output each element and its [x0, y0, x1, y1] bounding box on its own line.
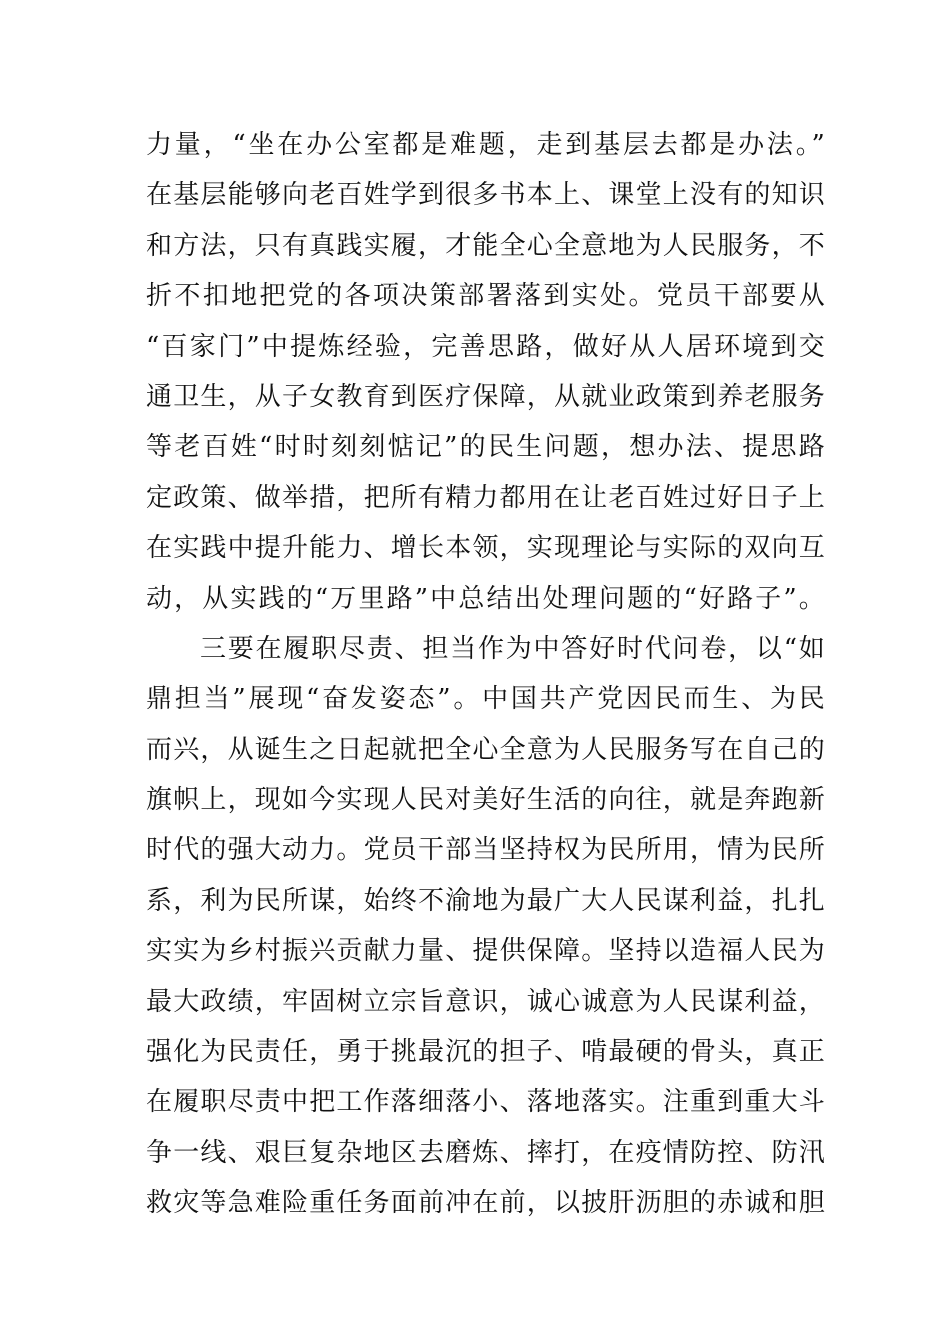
text-line-17: 实实为乡村振兴贡献力量、提供保障。坚持以造福人民为	[146, 936, 827, 967]
text-line-22: 救灾等急难险重任务面前冲在前，以披肝沥胆的赤诚和胆	[146, 1188, 827, 1219]
text-line-18: 最大政绩，牢固树立宗旨意识，诚心诚意为人民谋利益，	[146, 986, 827, 1017]
text-line-5: “百家门”中提炼经验，完善思路，做好从人居环境到交	[146, 331, 826, 362]
text-line-4: 折不扣地把党的各项决策部署落到实处。党员干部要从	[146, 281, 826, 312]
text-line-14: 旗帜上，现如今实现人民对美好生活的向往，就是奔跑新	[146, 785, 827, 816]
body-text	[146, 120, 826, 1229]
text-line-20: 在履职尽责中把工作落细落小、落地落实。注重到重大斗	[146, 1087, 827, 1118]
text-line-13: 而兴，从诞生之日起就把全心全意为人民服务写在自己的	[146, 734, 827, 765]
text-line-10: 动，从实践的“万里路”中总结出处理问题的“好路子”。	[146, 583, 826, 614]
text-line-9: 在实践中提升能力、增长本领，实现理论与实际的双向互	[146, 533, 827, 564]
text-line-7: 等老百姓“时时刻刻惦记”的民生问题，想办法、提思路	[146, 432, 826, 463]
text-line-19: 强化为民责任，勇于挑最沉的担子、啃最硬的骨头，真正	[146, 1037, 827, 1068]
text-line-1: 力量，“坐在办公室都是难题，走到基层去都是办法。”	[146, 130, 826, 160]
text-line-3: 和方法，只有真践实履，才能全心全意地为人民服务，不	[146, 230, 827, 261]
text-line-21: 争一线、艰巨复杂地区去磨炼、摔打，在疫情防控、防汛	[146, 1137, 827, 1168]
text-line-2: 在基层能够向老百姓学到很多书本上、课堂上没有的知识	[146, 180, 827, 211]
text-line-6: 通卫生，从子女教育到医疗保障，从就业政策到养老服务	[146, 381, 827, 412]
paragraph-start-line: 三要在履职尽责、担当作为中答好时代问卷，以“如	[200, 633, 826, 664]
text-line-12: 鼎担当”展现“奋发姿态”。中国共产党因民而生、为民	[146, 684, 826, 715]
text-line-16: 系，利为民所谋，始终不渝地为最广大人民谋利益，扎扎	[146, 885, 827, 916]
text-line-15: 时代的强大动力。党员干部当坚持权为民所用，情为民所	[146, 835, 827, 866]
text-line-8: 定政策、做举措，把所有精力都用在让老百姓过好日子上	[146, 482, 827, 513]
